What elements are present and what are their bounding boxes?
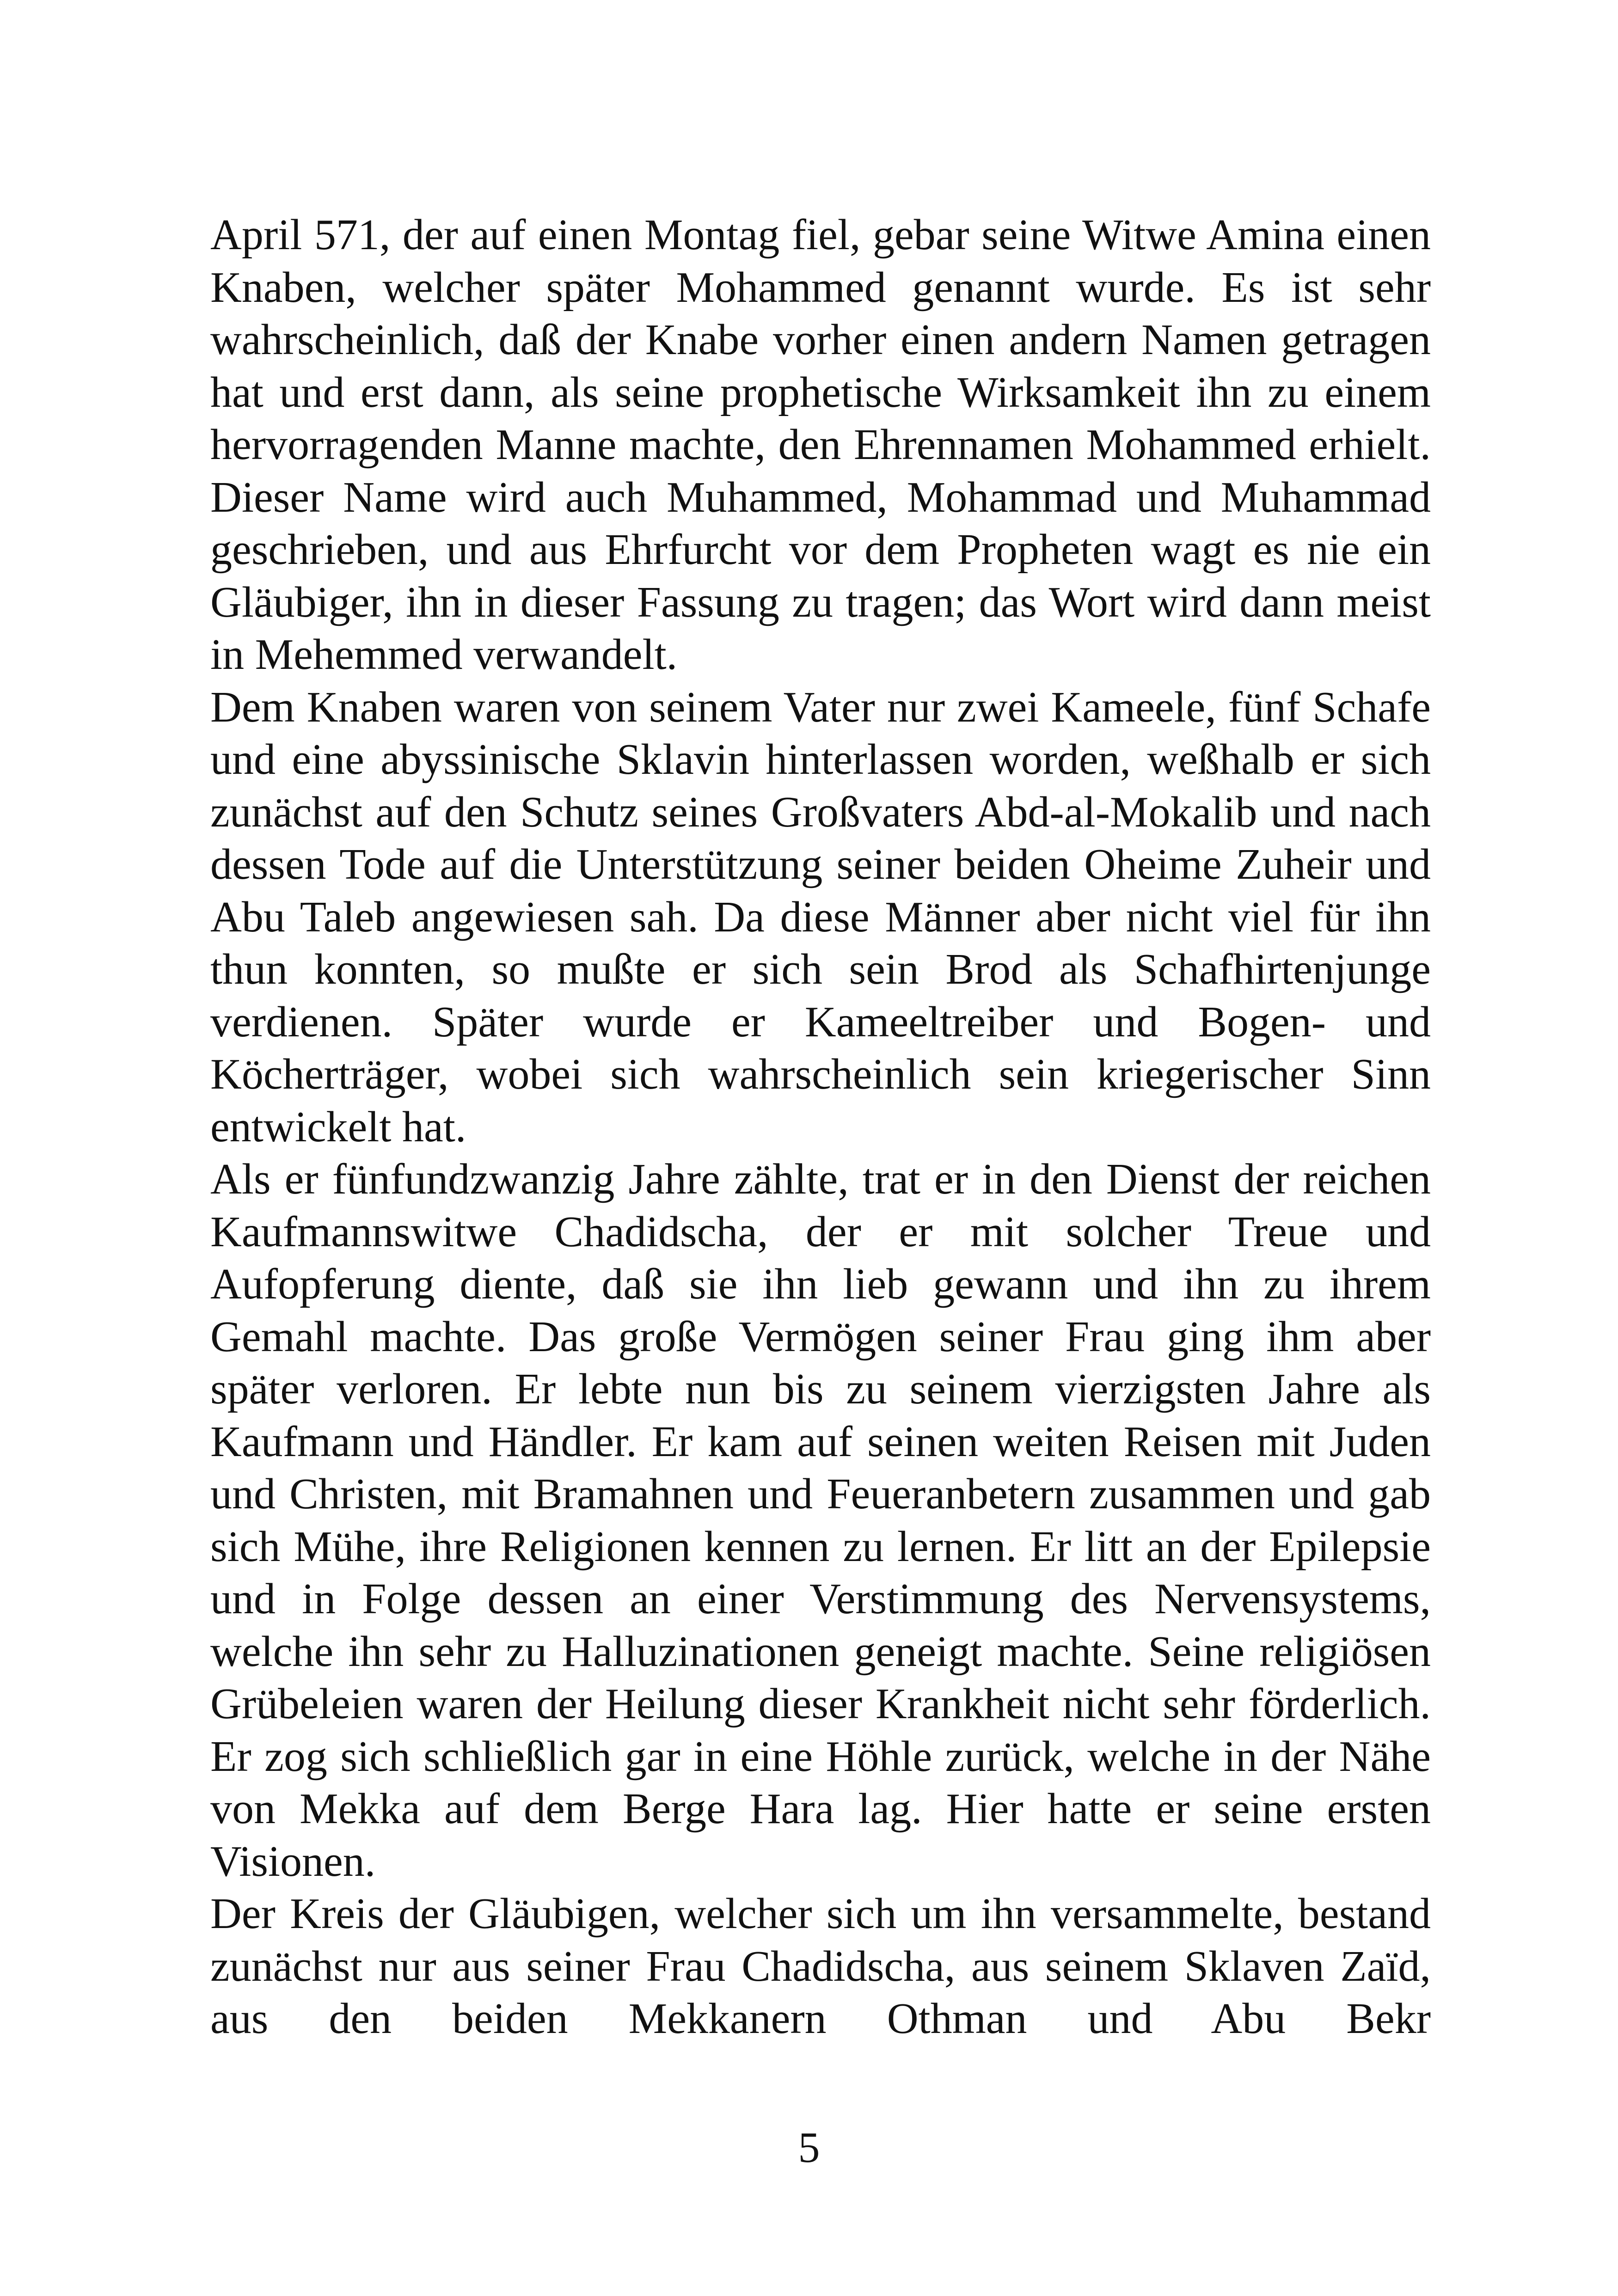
paragraph-1: April 571, der auf einen Montag fiel, gebar seine Witwe Amina einen Knaben, welcher später Mohammed genannt wurde. Es ist sehr wahrscheinlich, daß der Knabe vorher einen andern Namen getragen hat und erst dann, als seine prophetische Wirksamkeit ihn zu einem hervorragenden Manne machte, den Ehrennamen Mohammed erhielt. Dieser Name wird auch Muhammed, Mohammad und Muhammad geschrieben, und aus Ehrfurcht vor dem Propheten wagt es nie ein Gläubiger, ihn in dieser Fassung zu tragen; das Wort wird dann meist in Mehemmed verwandelt.	[210, 211, 1431, 679]
page-number: 5	[798, 2124, 820, 2172]
paragraph-3: Als er fünfundzwanzig Jahre zählte, trat er in den Dienst der reichen Kaufmannswitwe Chadidscha, der er mit solcher Treue und Aufopferung diente, daß sie ihn lieb gewann und ihn zu ihrem Gemahl machte. Das große Vermögen seiner Frau ging ihm aber später verloren. Er lebte nun bis zu seinem vierzigsten Jahre als Kaufmann und Händler. Er kam auf seinen weiten Reisen mit Juden und Christen, mit Bramahnen und Feueranbetern zusammen und gab sich Mühe, ihre Religionen kennen zu lernen. Er litt an der Epilepsie und in Folge dessen an einer Verstimmung des Nervensystems, welche ihn sehr zu Halluzinationen geneigt machte. Seine religiösen Grübeleien waren der Heilung dieser Krankheit nicht sehr förderlich. Er zog sich schließlich gar in eine Höhle zurück, welche in der Nähe von Mekka auf dem Berge Hara lag. Hier hatte er seine ersten Visionen.	[210, 1155, 1431, 1886]
paragraph-2: Dem Knaben waren von seinem Vater nur zwei Kameele, fünf Schafe und eine abyssinische Sklavin hinterlassen worden, weßhalb er sich zunächst auf den Schutz seines Großvaters Abd-al-Mokalib und nach dessen Tode auf die Unterstützung seiner beiden Oheime Zuheir und Abu Taleb angewiesen sah. Da diese Männer aber nicht viel für ihn thun konnten, so mußte er sich sein Brod als Schafhirtenjunge verdienen. Später wurde er Kameeltreiber und Bogen- und Köcherträger, wobei sich wahrscheinlich sein kriegerischer Sinn entwickelt hat.	[210, 683, 1431, 1151]
body-text	[210, 209, 1431, 2045]
paragraph-4: Der Kreis der Gläubigen, welcher sich um ihn versammelte, bestand zunächst nur aus seiner Frau Chadidscha, aus seinem Sklaven Zaïd, aus den beiden Mekkanern Othman und Abu Bekr	[210, 1890, 1431, 2043]
